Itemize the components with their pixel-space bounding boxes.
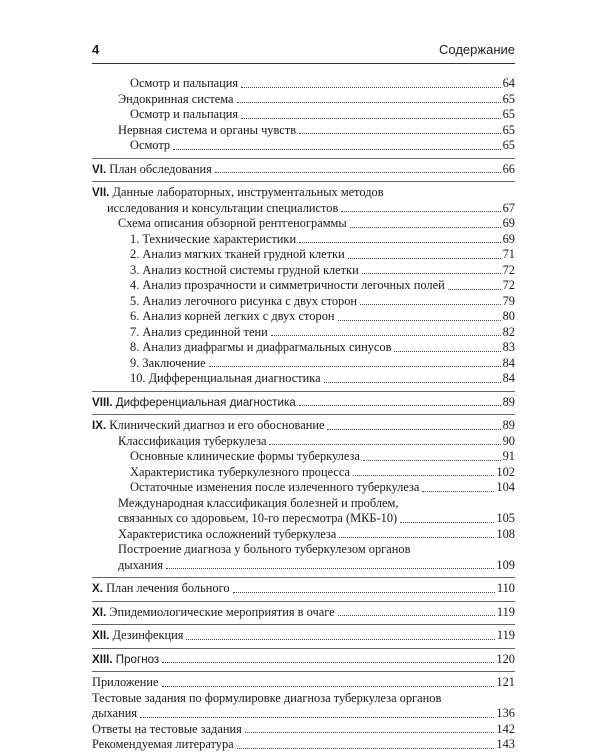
toc-entry[interactable]: Рекомендуемая литература 143 (92, 737, 515, 751)
toc-entry[interactable]: Классификация туберкулеза 90 (118, 433, 515, 448)
toc-chapter[interactable]: IX. Клинический диагноз и его обоснование 89 (92, 414, 515, 434)
toc-entry[interactable]: Эндокринная система 65 (118, 91, 515, 106)
toc-entry[interactable]: 7. Анализ срединной тени 82 (130, 324, 515, 339)
toc-chapter[interactable]: XIII. Прогноз 120 (92, 648, 515, 668)
header-rule (92, 63, 515, 64)
page-number: 4 (92, 42, 100, 57)
chapter-number: VI. (92, 162, 107, 176)
toc-entry[interactable]: Осмотр 65 (130, 138, 515, 152)
table-of-contents (92, 76, 515, 753)
chapter-number: XIII. (92, 652, 113, 666)
toc-entry[interactable]: 5. Анализ легочного рисунка с двух сторон 79 (130, 293, 515, 308)
toc-entry[interactable]: Схема описания обзорной рентгенограммы 69 (118, 216, 515, 230)
toc-entry[interactable]: Осмотр и пальпация 64 (130, 76, 515, 90)
toc-entry[interactable]: Основные клинические формы туберкулеза 91 (130, 449, 515, 463)
toc-entry[interactable]: 6. Анализ корней легких с двух сторон 80 (130, 309, 515, 323)
toc-entry[interactable]: Построение диагноза у больного туберкулезом органов дыхания 109 (118, 542, 515, 572)
chapter-number: XI. (92, 605, 107, 619)
toc-entry[interactable]: Нервная система и органы чувств 65 (118, 122, 515, 137)
chapter-number: XII. (92, 629, 110, 642)
toc-entry[interactable]: Международная классификация болезней и проблем, связанных со здоровьем, 10-го пересмотра (МКБ-10) 105 (118, 495, 515, 525)
chapter-number: X. (92, 582, 103, 595)
toc-entry[interactable]: 9. Заключение 84 (130, 355, 515, 370)
toc-chapter[interactable]: XI. Эпидемиологические мероприятия в очаге 119 (92, 601, 515, 621)
chapter-number: VIII. (92, 395, 113, 409)
toc-entry[interactable]: Приложение 121 (92, 671, 515, 691)
toc-entry[interactable]: Характеристика осложнений туберкулеза 108 (118, 526, 515, 541)
chapter-number: VII. (92, 186, 110, 199)
toc-entry[interactable]: Тестовые задания по формулировке диагноза туберкулеза органов дыхания 136 (92, 690, 515, 720)
toc-entry[interactable]: 4. Анализ прозрачности и симметричности легочных полей 72 (130, 278, 515, 292)
toc-entry[interactable]: Характеристика туберкулезного процесса 102 (130, 464, 515, 479)
toc-entry[interactable]: Ответы на тестовые задания 142 (92, 721, 515, 736)
toc-chapter[interactable]: XII. Дезинфекция 119 (92, 624, 515, 644)
toc-chapter[interactable]: VIII. Дифференциальная диагностика 89 (92, 391, 515, 411)
toc-entry[interactable]: 2. Анализ мягких тканей грудной клетки 71 (130, 247, 515, 261)
toc-entry[interactable]: 8. Анализ диафрагмы и диафрагмальных синусов 83 (130, 340, 515, 354)
chapter-number: IX. (92, 419, 107, 432)
toc-entry[interactable]: Осмотр и пальпация 65 (130, 107, 515, 121)
toc-chapter[interactable]: VI. План обследования 66 (92, 158, 515, 178)
toc-chapter[interactable]: VII. Данные лабораторных, инструментальных методов исследования и консультации специалистов 67 (92, 181, 515, 216)
toc-entry[interactable]: 3. Анализ костной системы грудной клетки 72 (130, 262, 515, 277)
toc-entry[interactable]: 1. Технические характеристики 69 (130, 231, 515, 246)
toc-entry[interactable]: Остаточные изменения после излеченного туберкулеза 104 (130, 480, 515, 494)
toc-entry[interactable]: 10. Дифференциальная диагностика 84 (130, 371, 515, 385)
toc-chapter[interactable]: X. План лечения больного 110 (92, 577, 515, 597)
running-title: Содержание (439, 42, 515, 57)
